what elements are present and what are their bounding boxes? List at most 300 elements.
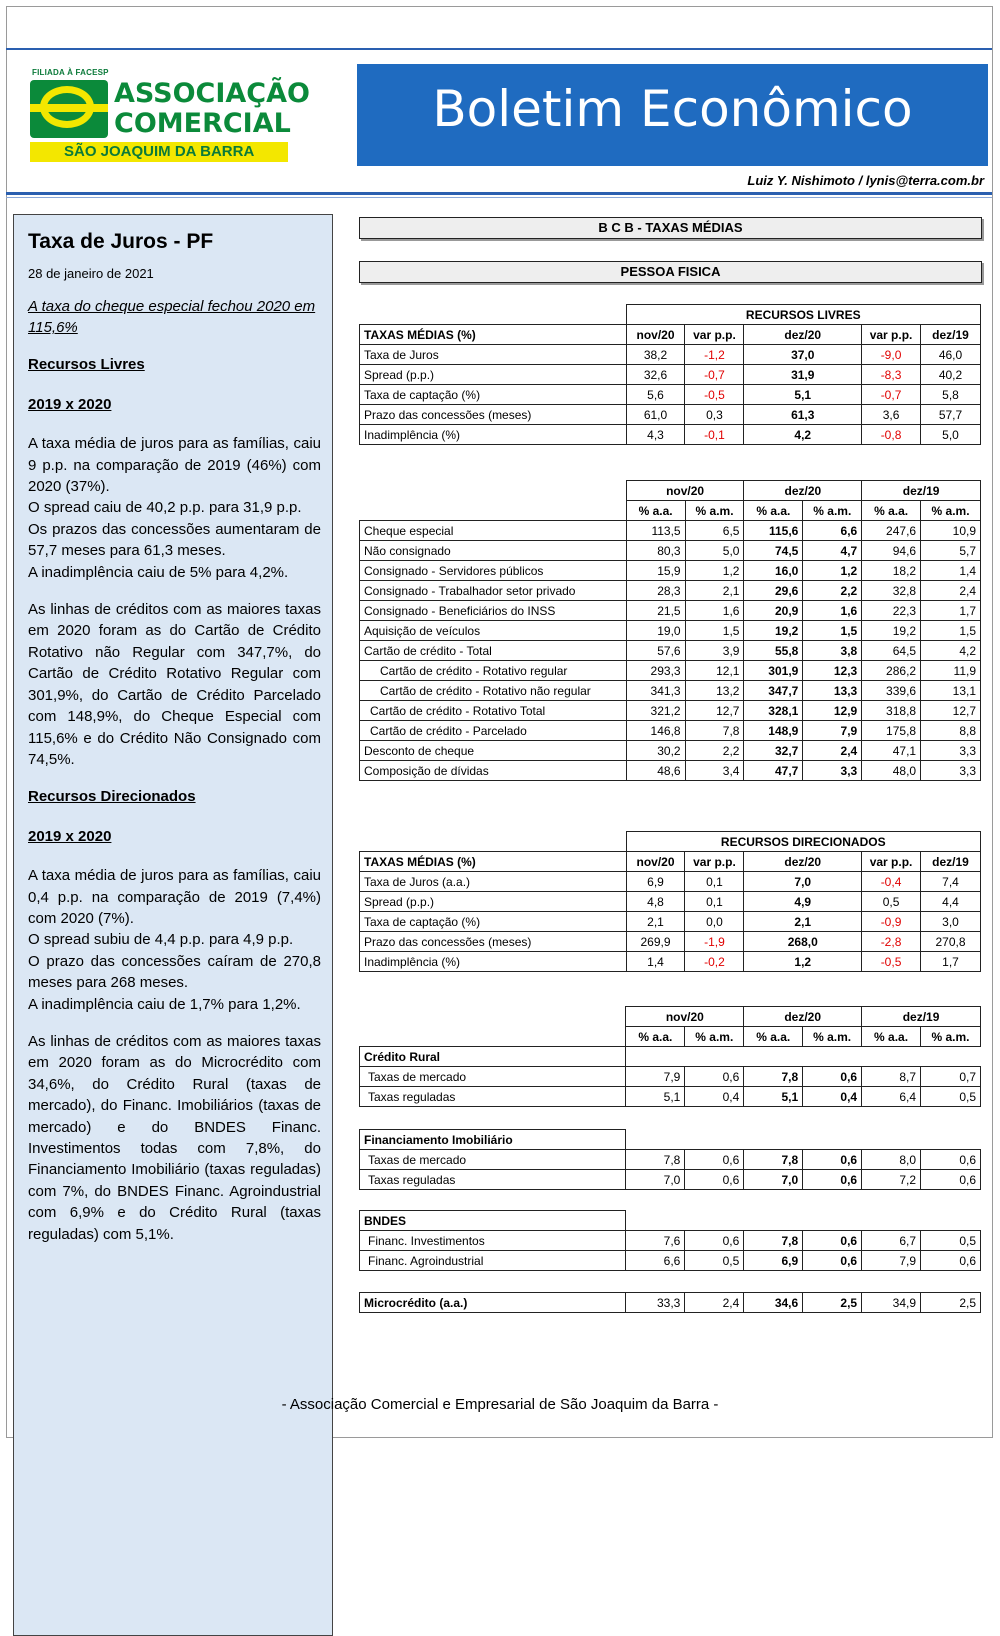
table-cell: 16,0 xyxy=(744,561,803,581)
table-cell: 2,5 xyxy=(803,1293,862,1313)
table-cell: 0,6 xyxy=(921,1170,981,1190)
table-cell: 269,9 xyxy=(626,932,685,952)
table-cell: 3,8 xyxy=(803,641,862,661)
table-cell: 48,6 xyxy=(626,761,685,781)
table-cell: 5,6 xyxy=(626,385,685,405)
table-cell: -0,7 xyxy=(685,365,744,385)
table-header: TAXAS MÉDIAS (%) xyxy=(360,325,627,345)
table-row xyxy=(360,521,981,541)
row-label: Cartão de crédito - Rotativo não regular xyxy=(360,681,627,701)
row-label: Taxas reguladas xyxy=(360,1087,626,1107)
unit-header: % a.a. xyxy=(744,501,803,521)
spacer-cell xyxy=(360,1190,981,1211)
table-header: var p.p. xyxy=(685,325,744,345)
table-cell: 7,8 xyxy=(685,721,744,741)
table-cell: 3,3 xyxy=(803,761,862,781)
page-title: Boletim Econômico xyxy=(432,80,913,138)
spacer-cell xyxy=(360,1271,981,1293)
table-cell: 5,0 xyxy=(921,425,981,445)
table-linhas-livres xyxy=(359,480,981,781)
table-cell: 0,1 xyxy=(685,872,744,892)
table-row xyxy=(360,365,981,385)
row-label: Financ. Investimentos xyxy=(360,1231,626,1251)
table-cell: 0,6 xyxy=(803,1150,862,1170)
table-cell: 8,8 xyxy=(921,721,981,741)
paragraph: As linhas de créditos com as maiores taxas em 2020 foram as do Cartão de Crédito Rotativo não Regular com 347,7%, do Cartão de Crédito Rotativo Regular com 301,9%, do Cartão de Crédito Parcelado com 148,9%, do Cheque Especial com 115,6% e do Crédito Não Consignado com 74,5%. xyxy=(28,601,321,768)
logo-strip xyxy=(30,142,288,162)
table-cell: -2,8 xyxy=(862,932,921,952)
logo-filiada: FILIADA À FACESP xyxy=(32,68,109,77)
paragraph: A taxa média de juros para as famílias, caiu 9 p.p. na comparação de 2019 (46%) com 2020 (37%). xyxy=(28,435,321,496)
table-cell: 32,8 xyxy=(862,581,921,601)
table-row xyxy=(360,561,981,581)
table-cell: 48,0 xyxy=(862,761,921,781)
table-cell: -1,2 xyxy=(685,345,744,365)
table-group-header: RECURSOS DIRECIONADOS xyxy=(626,832,980,852)
bcb-banner: B C B - TAXAS MÉDIAS xyxy=(359,217,982,239)
table-cell: 2,1 xyxy=(626,912,685,932)
row-label: Inadimplência (%) xyxy=(360,425,627,445)
table-cell: 0,3 xyxy=(685,405,744,425)
table-cell: 4,4 xyxy=(921,892,981,912)
table-cell: 12,9 xyxy=(803,701,862,721)
row-label: Taxa de Juros xyxy=(360,345,627,365)
table-cell: 4,2 xyxy=(744,425,862,445)
table-row xyxy=(360,1251,981,1271)
table-cell: 0,0 xyxy=(685,912,744,932)
table-row xyxy=(360,345,981,365)
paragraph: O spread subiu de 4,4 p.p. para 4,9 p.p. xyxy=(28,931,294,949)
table-cell: 57,7 xyxy=(921,405,981,425)
table-cell: 0,5 xyxy=(921,1087,981,1107)
table-cell: 47,7 xyxy=(744,761,803,781)
row-label: Aquisição de veículos xyxy=(360,621,627,641)
table-header: var p.p. xyxy=(685,852,744,872)
table-cell: 12,1 xyxy=(685,661,744,681)
table-cell: 80,3 xyxy=(626,541,685,561)
row-label: Taxas reguladas xyxy=(360,1170,626,1190)
table-cell: 1,2 xyxy=(744,952,862,972)
period-header: dez/19 xyxy=(862,1007,981,1027)
row-label: Prazo das concessões (meses) xyxy=(360,932,627,952)
table-cell: 7,0 xyxy=(626,1170,685,1190)
table-cell: 19,2 xyxy=(744,621,803,641)
table-cell: 37,0 xyxy=(744,345,862,365)
unit-header: % a.m. xyxy=(921,501,981,521)
table-cell: -0,9 xyxy=(862,912,921,932)
table-cell: 2,4 xyxy=(921,581,981,601)
table-cell: 6,6 xyxy=(626,1251,685,1271)
footer: - Associação Comercial e Empresarial de São Joaquim da Barra - xyxy=(281,1396,719,1413)
row-label: Cartão de crédito - Parcelado xyxy=(360,721,627,741)
table-row xyxy=(360,741,981,761)
table-cell: 4,3 xyxy=(626,425,685,445)
table-cell: -9,0 xyxy=(862,345,921,365)
period-header: dez/20 xyxy=(744,481,862,501)
table-cell: 5,1 xyxy=(626,1087,685,1107)
unit-header: % a.a. xyxy=(862,1027,921,1047)
section-subheading: 2019 x 2020 xyxy=(28,395,112,413)
table-cell: 18,2 xyxy=(862,561,921,581)
table-cell: 7,8 xyxy=(626,1150,685,1170)
group-title: BNDES xyxy=(360,1211,626,1231)
table-row xyxy=(360,872,981,892)
row-label: Taxa de Juros (a.a.) xyxy=(360,872,627,892)
table-cell: 0,6 xyxy=(685,1067,744,1087)
table-cell: 2,2 xyxy=(803,581,862,601)
group-title: Financiamento Imobiliário xyxy=(360,1130,626,1150)
table-cell: -0,1 xyxy=(685,425,744,445)
row-label: Taxas de mercado xyxy=(360,1150,626,1170)
table-linhas-direcionados xyxy=(359,1006,981,1313)
table-cell: 318,8 xyxy=(862,701,921,721)
table-cell: 6,9 xyxy=(744,1251,803,1271)
table-cell: 7,0 xyxy=(744,872,862,892)
table-cell: 2,4 xyxy=(685,1293,744,1313)
table-cell: 0,5 xyxy=(862,892,921,912)
blank-cell xyxy=(360,1007,626,1027)
table-cell: 94,6 xyxy=(862,541,921,561)
table-cell: 3,0 xyxy=(921,912,981,932)
row-label: Taxa de captação (%) xyxy=(360,385,627,405)
table-cell: -1,9 xyxy=(685,932,744,952)
table-row xyxy=(360,912,981,932)
row-label: Consignado - Trabalhador setor privado xyxy=(360,581,627,601)
row-label: Taxa de captação (%) xyxy=(360,912,627,932)
table-row xyxy=(360,541,981,561)
table-cell: 3,3 xyxy=(921,741,981,761)
table-cell: 19,0 xyxy=(626,621,685,641)
table-cell: 268,0 xyxy=(744,932,862,952)
table-cell: 270,8 xyxy=(921,932,981,952)
table-cell: 8,7 xyxy=(862,1067,921,1087)
paragraph: A inadimplência caiu de 5% para 4,2%. xyxy=(28,563,289,581)
table-row xyxy=(360,1231,981,1251)
table-cell: 4,8 xyxy=(626,892,685,912)
table-row xyxy=(360,1293,981,1313)
table-cell: 6,4 xyxy=(862,1087,921,1107)
table-row xyxy=(360,681,981,701)
header-rule-thin xyxy=(6,197,992,198)
table-cell: 6,9 xyxy=(626,872,685,892)
table-cell: 2,1 xyxy=(685,581,744,601)
table-cell: -0,5 xyxy=(862,952,921,972)
logo-line2: COMERCIAL xyxy=(114,108,291,139)
logo xyxy=(28,68,310,164)
table-cell: 28,3 xyxy=(626,581,685,601)
unit-header: % a.a. xyxy=(626,501,685,521)
table-header: dez/20 xyxy=(744,325,862,345)
table-cell: 20,9 xyxy=(744,601,803,621)
table-cell: -0,2 xyxy=(685,952,744,972)
row-label: Cheque especial xyxy=(360,521,627,541)
table-row xyxy=(360,1170,981,1190)
table-cell: 0,1 xyxy=(685,892,744,912)
table-cell: 2,5 xyxy=(921,1293,981,1313)
table-cell: 7,0 xyxy=(744,1170,803,1190)
row-label: Não consignado xyxy=(360,541,627,561)
table-cell: 1,6 xyxy=(803,601,862,621)
paragraph: As linhas de créditos com as maiores taxas em 2020 foram as do Microcrédito com 34,6%, do Crédito Rural (taxas de mercado), do Financ. Imobiliários (taxas de mercado) e do BNDES Financ. Investimentos todas com 7,8%, do Financiamento Imobiliário (taxas reguladas) com 7%, do BNDES Financ. Agroindustrial com 6,9% e do Crédito Rural (taxas reguladas) com 5,1%. xyxy=(28,1032,321,1243)
table-cell: 328,1 xyxy=(744,701,803,721)
table-cell: 32,7 xyxy=(744,741,803,761)
period-header: dez/19 xyxy=(862,481,981,501)
table-row xyxy=(360,701,981,721)
table-cell: 33,3 xyxy=(626,1293,685,1313)
table-cell: 3,4 xyxy=(685,761,744,781)
table-header: dez/20 xyxy=(744,852,862,872)
table-cell: 247,6 xyxy=(862,521,921,541)
paragraph: A inadimplência caiu de 1,7% para 1,2%. xyxy=(28,995,301,1013)
unit-header: % a.a. xyxy=(744,1027,803,1047)
table-cell: 7,6 xyxy=(626,1231,685,1251)
table-cell: 0,6 xyxy=(803,1067,862,1087)
table-cell: 7,8 xyxy=(744,1067,803,1087)
row-label: Microcrédito (a.a.) xyxy=(360,1293,626,1313)
table-cell: 31,9 xyxy=(744,365,862,385)
table-header: TAXAS MÉDIAS (%) xyxy=(360,852,627,872)
table-cell: 15,9 xyxy=(626,561,685,581)
table-cell: 0,6 xyxy=(921,1251,981,1271)
table-cell: 21,5 xyxy=(626,601,685,621)
table-header: nov/20 xyxy=(626,325,685,345)
blank-cell xyxy=(360,832,627,852)
row-label: Cartão de crédito - Rotativo Total xyxy=(360,701,627,721)
table-cell: 0,6 xyxy=(921,1150,981,1170)
row-label: Inadimplência (%) xyxy=(360,952,627,972)
table-cell: 3,9 xyxy=(685,641,744,661)
table-row xyxy=(360,641,981,661)
table-cell: 10,9 xyxy=(921,521,981,541)
table-cell: 1,5 xyxy=(685,621,744,641)
table-cell: -0,8 xyxy=(862,425,921,445)
table-cell: 148,9 xyxy=(744,721,803,741)
table-cell: 5,7 xyxy=(921,541,981,561)
logo-line3: SÃO JOAQUIM DA BARRA xyxy=(64,143,255,160)
row-label: Consignado - Servidores públicos xyxy=(360,561,627,581)
sidebar-lead: A taxa do cheque especial fechou 2020 em 115,6% xyxy=(28,298,316,337)
sidebar-title: Taxa de Juros - PF xyxy=(28,230,214,253)
row-label: Prazo das concessões (meses) xyxy=(360,405,627,425)
section-heading: Recursos Livres xyxy=(28,356,145,374)
table-cell: 11,9 xyxy=(921,661,981,681)
table-cell: 1,4 xyxy=(921,561,981,581)
table-cell: 29,6 xyxy=(744,581,803,601)
sidebar-date: 28 de janeiro de 2021 xyxy=(28,266,154,281)
table-cell: 0,5 xyxy=(921,1231,981,1251)
paragraph: A taxa média de juros para as famílias, caiu 0,4 p.p. na comparação de 2019 (7,4%) com 2020 (7%). xyxy=(28,867,321,927)
header-banner xyxy=(357,64,988,166)
section-heading: Recursos Direcionados xyxy=(28,788,196,806)
table-row xyxy=(360,721,981,741)
table-cell: 286,2 xyxy=(862,661,921,681)
header-rule xyxy=(6,192,992,195)
table-row xyxy=(360,1087,981,1107)
table-cell: 146,8 xyxy=(626,721,685,741)
table-cell: 7,2 xyxy=(862,1170,921,1190)
table-cell: 1,2 xyxy=(803,561,862,581)
table-cell: 6,7 xyxy=(862,1231,921,1251)
table-cell: 301,9 xyxy=(744,661,803,681)
row-label: Spread (p.p.) xyxy=(360,365,627,385)
row-label: Desconto de cheque xyxy=(360,741,627,761)
unit-header: % a.m. xyxy=(803,1027,862,1047)
table-cell: 2,2 xyxy=(685,741,744,761)
table-row xyxy=(360,601,981,621)
table-cell: 46,0 xyxy=(921,345,981,365)
row-label: Cartão de crédito - Total xyxy=(360,641,627,661)
table-cell: 5,8 xyxy=(921,385,981,405)
group-title: Crédito Rural xyxy=(360,1047,626,1067)
table-cell: 74,5 xyxy=(744,541,803,561)
table-header: dez/19 xyxy=(921,325,981,345)
table-header: dez/19 xyxy=(921,852,981,872)
table-cell: 7,8 xyxy=(744,1150,803,1170)
table-row xyxy=(360,892,981,912)
logo-line1: ASSOCIAÇÃO xyxy=(114,78,310,109)
table-row xyxy=(360,621,981,641)
table-row xyxy=(360,1067,981,1087)
table-cell: 2,1 xyxy=(744,912,862,932)
table-cell: 339,6 xyxy=(862,681,921,701)
table-cell: 47,1 xyxy=(862,741,921,761)
blank-cell xyxy=(360,481,627,501)
row-label: Taxas de mercado xyxy=(360,1067,626,1087)
table-cell: 4,7 xyxy=(803,541,862,561)
table-cell: 0,7 xyxy=(921,1067,981,1087)
table-cell: 8,0 xyxy=(862,1150,921,1170)
table-cell: 12,7 xyxy=(685,701,744,721)
table-cell: 293,3 xyxy=(626,661,685,681)
row-label: Composição de dívidas xyxy=(360,761,627,781)
table-cell: 40,2 xyxy=(921,365,981,385)
paragraph: Os prazos das concessões aumentaram de 57,7 meses para 61,3 meses. xyxy=(28,520,321,560)
row-label: Spread (p.p.) xyxy=(360,892,627,912)
table-cell: 6,5 xyxy=(685,521,744,541)
table-cell: 1,4 xyxy=(626,952,685,972)
table-cell: 2,4 xyxy=(803,741,862,761)
table-header: nov/20 xyxy=(626,852,685,872)
table-cell: 61,3 xyxy=(744,405,862,425)
period-header: nov/20 xyxy=(626,1007,744,1027)
table-cell: 34,6 xyxy=(744,1293,803,1313)
table-cell: -0,5 xyxy=(685,385,744,405)
table-cell: 61,0 xyxy=(626,405,685,425)
row-label: Financ. Agroindustrial xyxy=(360,1251,626,1271)
table-row xyxy=(360,661,981,681)
table-row xyxy=(360,405,981,425)
table-cell: -0,4 xyxy=(862,872,921,892)
table-cell: 13,3 xyxy=(803,681,862,701)
table-row xyxy=(360,952,981,972)
table-cell: -8,3 xyxy=(862,365,921,385)
table-cell: 0,6 xyxy=(803,1251,862,1271)
unit-header: % a.m. xyxy=(921,1027,981,1047)
blank-cell xyxy=(626,1047,981,1067)
table-cell: 13,2 xyxy=(685,681,744,701)
table-header: var p.p. xyxy=(862,325,921,345)
table-cell: 22,3 xyxy=(862,601,921,621)
table-row xyxy=(360,1150,981,1170)
unit-header: % a.m. xyxy=(803,501,862,521)
table-cell: 175,8 xyxy=(862,721,921,741)
table-cell: 0,6 xyxy=(803,1170,862,1190)
table-cell: 7,9 xyxy=(862,1251,921,1271)
table-recursos-livres xyxy=(359,304,981,445)
table-cell: 4,9 xyxy=(744,892,862,912)
table-cell: 7,4 xyxy=(921,872,981,892)
table-cell: 0,4 xyxy=(685,1087,744,1107)
unit-header: % a.a. xyxy=(626,1027,685,1047)
table-cell: 7,8 xyxy=(744,1231,803,1251)
table-cell: 341,3 xyxy=(626,681,685,701)
unit-header: % a.m. xyxy=(685,501,744,521)
table-cell: 113,5 xyxy=(626,521,685,541)
table-cell: 13,1 xyxy=(921,681,981,701)
table-cell: 1,2 xyxy=(685,561,744,581)
table-cell: 1,5 xyxy=(803,621,862,641)
paragraph: O spread caiu de 40,2 p.p. para 31,9 p.p. xyxy=(28,499,302,517)
table-cell: 34,9 xyxy=(862,1293,921,1313)
unit-header: % a.a. xyxy=(862,501,921,521)
table-cell: 0,4 xyxy=(803,1087,862,1107)
table-cell: 4,2 xyxy=(921,641,981,661)
table-cell: 1,7 xyxy=(921,601,981,621)
blank-cell xyxy=(360,501,627,521)
author: Luiz Y. Nishimoto / lynis@terra.com.br xyxy=(747,173,984,188)
table-cell: 347,7 xyxy=(744,681,803,701)
table-cell: 6,6 xyxy=(803,521,862,541)
pf-banner: PESSOA FISICA xyxy=(359,261,982,283)
table-cell: 57,6 xyxy=(626,641,685,661)
table-row xyxy=(360,581,981,601)
table-recursos-direcionados xyxy=(359,831,981,972)
blank-cell xyxy=(360,1027,626,1047)
table-cell: 32,6 xyxy=(626,365,685,385)
top-rule xyxy=(6,48,992,50)
table-cell: 30,2 xyxy=(626,741,685,761)
blank-cell xyxy=(626,1211,981,1231)
paragraph: O prazo das concessões caíram de 270,8 meses para 268 meses. xyxy=(28,952,321,992)
unit-header: % a.m. xyxy=(685,1027,744,1047)
table-cell: 64,5 xyxy=(862,641,921,661)
row-label: Consignado - Beneficiários do INSS xyxy=(360,601,627,621)
table-row xyxy=(360,932,981,952)
table-cell: 1,7 xyxy=(921,952,981,972)
table-cell: 0,6 xyxy=(803,1231,862,1251)
table-cell: 5,1 xyxy=(744,385,862,405)
table-cell: 0,6 xyxy=(685,1170,744,1190)
table-cell: 115,6 xyxy=(744,521,803,541)
table-header: var p.p. xyxy=(862,852,921,872)
blank-cell xyxy=(626,1130,981,1150)
table-cell: 7,9 xyxy=(803,721,862,741)
table-cell: 5,1 xyxy=(744,1087,803,1107)
spacer-cell xyxy=(360,1107,981,1130)
table-row xyxy=(360,385,981,405)
table-cell: 0,6 xyxy=(685,1231,744,1251)
table-cell: 5,0 xyxy=(685,541,744,561)
table-cell: 12,3 xyxy=(803,661,862,681)
table-cell: 0,5 xyxy=(685,1251,744,1271)
table-cell: 3,6 xyxy=(862,405,921,425)
table-cell: 1,6 xyxy=(685,601,744,621)
table-row xyxy=(360,425,981,445)
table-row xyxy=(360,761,981,781)
table-cell: 3,3 xyxy=(921,761,981,781)
row-label: Cartão de crédito - Rotativo regular xyxy=(360,661,627,681)
table-cell: 19,2 xyxy=(862,621,921,641)
